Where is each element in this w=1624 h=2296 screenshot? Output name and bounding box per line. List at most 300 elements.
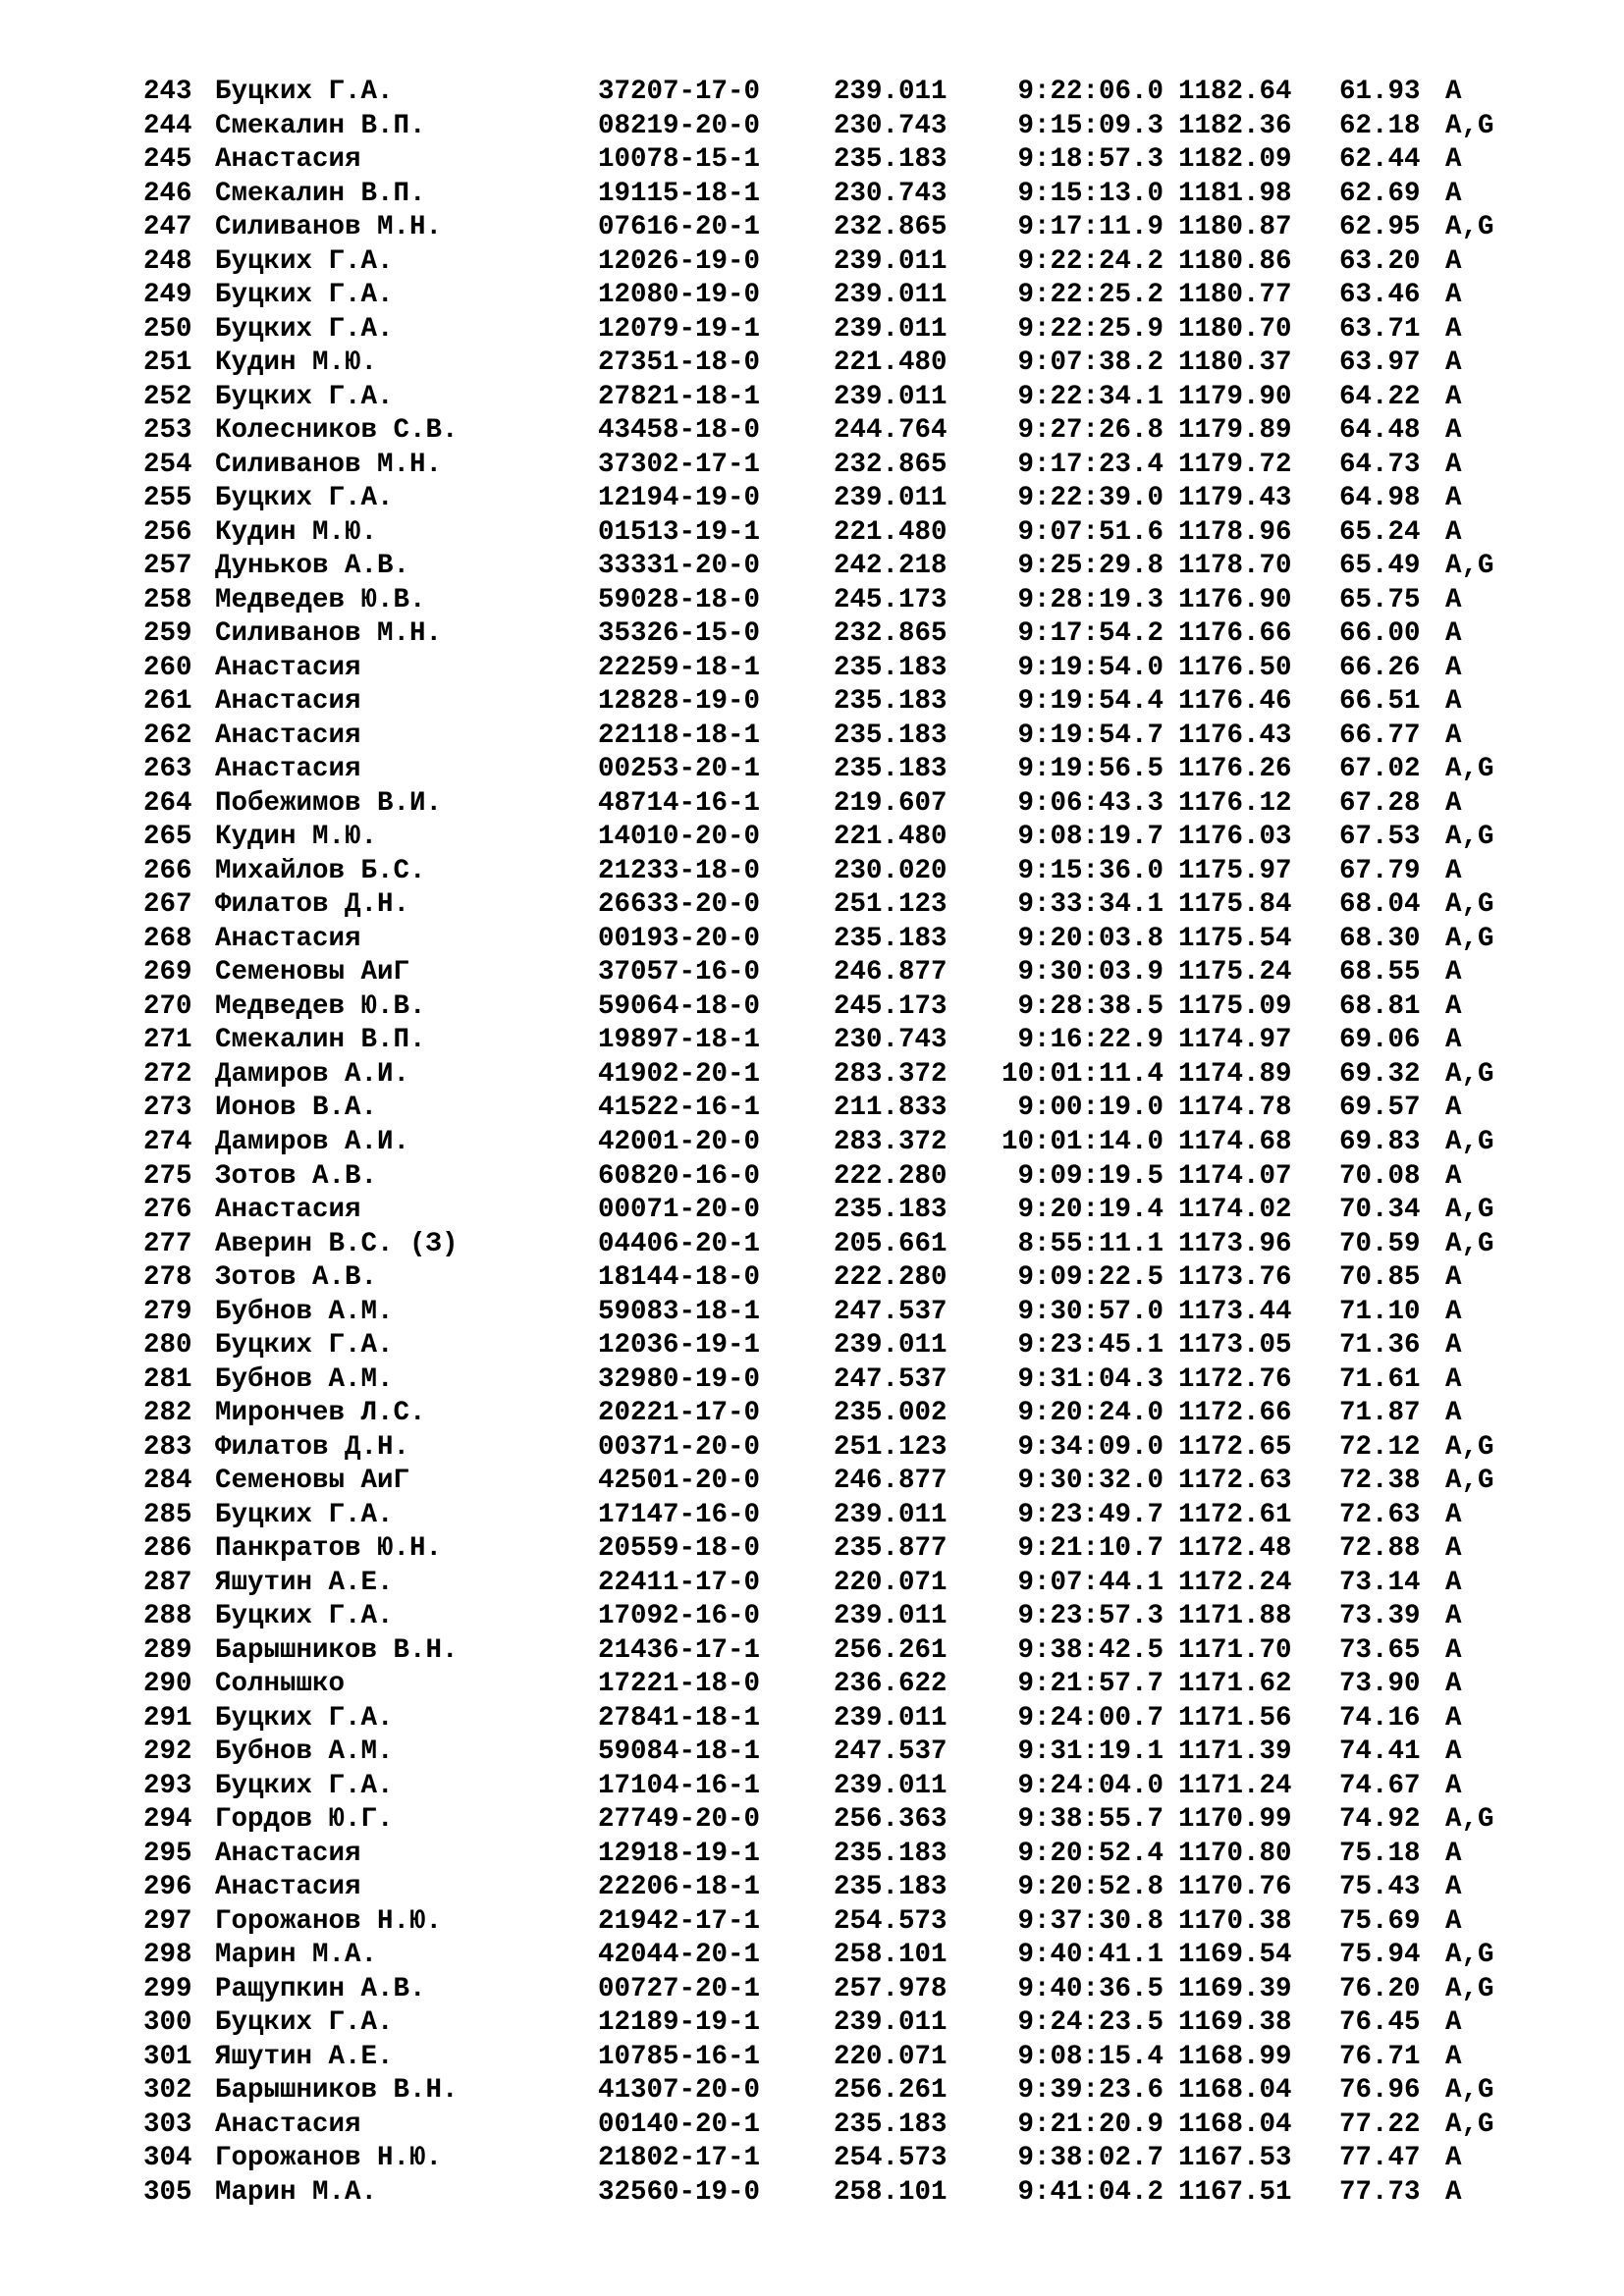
speed-cell: 1181.98 — [1178, 178, 1292, 209]
name-cell: Бубнов А.М. — [215, 1296, 394, 1327]
speed-cell: 1172.61 — [1178, 1499, 1292, 1530]
distance-cell: 254.573 — [834, 1905, 947, 1937]
speed-cell: 1175.84 — [1178, 889, 1292, 921]
coefficient-cell: 69.06 — [1339, 1025, 1421, 1056]
speed-cell: 1168.04 — [1178, 2109, 1292, 2140]
distance-cell: 235.183 — [834, 923, 947, 954]
ring-number-cell: 27351-18-0 — [598, 347, 761, 379]
name-cell: Яшутин А.Е. — [215, 2041, 394, 2072]
arrival-time-cell: 9:22:25.9 — [1017, 313, 1164, 345]
coefficient-cell: 67.28 — [1339, 787, 1421, 819]
distance-cell: 247.537 — [834, 1736, 947, 1768]
place-cell: 301 — [143, 2041, 192, 2072]
speed-cell: 1170.80 — [1178, 1838, 1292, 1869]
coefficient-cell: 70.08 — [1339, 1160, 1421, 1192]
distance-cell: 246.877 — [834, 1466, 947, 1497]
arrival-time-cell: 9:31:19.1 — [1017, 1736, 1164, 1768]
name-cell: Зотов А.В. — [215, 1262, 378, 1294]
distance-cell: 251.123 — [834, 889, 947, 921]
flags-cell: A — [1445, 652, 1462, 683]
coefficient-cell: 76.20 — [1339, 1973, 1421, 2004]
coefficient-cell: 72.38 — [1339, 1466, 1421, 1497]
arrival-time-cell: 9:23:57.3 — [1017, 1601, 1164, 1632]
arrival-time-cell: 9:31:04.3 — [1017, 1363, 1164, 1395]
arrival-time-cell: 9:33:34.1 — [1017, 889, 1164, 921]
arrival-time-cell: 9:07:44.1 — [1017, 1567, 1164, 1598]
flags-cell: A — [1445, 1702, 1462, 1734]
place-cell: 270 — [143, 990, 192, 1022]
coefficient-cell: 63.46 — [1339, 280, 1421, 311]
flags-cell: A — [1445, 245, 1462, 277]
ring-number-cell: 21233-18-0 — [598, 855, 761, 886]
arrival-time-cell: 9:19:54.7 — [1017, 720, 1164, 751]
distance-cell: 239.011 — [834, 1330, 947, 1362]
coefficient-cell: 74.16 — [1339, 1702, 1421, 1734]
flags-cell: A — [1445, 1093, 1462, 1124]
speed-cell: 1167.51 — [1178, 2176, 1292, 2208]
coefficient-cell: 76.96 — [1339, 2075, 1421, 2107]
arrival-time-cell: 9:20:03.8 — [1017, 923, 1164, 954]
flags-cell: A — [1445, 1634, 1462, 1666]
ring-number-cell: 07616-20-1 — [598, 212, 761, 243]
speed-cell: 1170.76 — [1178, 1872, 1292, 1903]
distance-cell: 283.372 — [834, 1126, 947, 1157]
ring-number-cell: 37302-17-1 — [598, 449, 761, 480]
coefficient-cell: 66.51 — [1339, 686, 1421, 718]
ring-number-cell: 22411-17-0 — [598, 1567, 761, 1598]
ring-number-cell: 12828-19-0 — [598, 686, 761, 718]
coefficient-cell: 76.71 — [1339, 2041, 1421, 2072]
flags-cell: A,G — [1445, 110, 1494, 141]
distance-cell: 245.173 — [834, 584, 947, 615]
distance-cell: 239.011 — [834, 1770, 947, 1801]
flags-cell: A,G — [1445, 2075, 1494, 2107]
place-cell: 267 — [143, 889, 192, 921]
place-cell: 302 — [143, 2075, 192, 2107]
place-cell: 273 — [143, 1093, 192, 1124]
name-cell: Силиванов М.Н. — [215, 212, 443, 243]
flags-cell: A,G — [1445, 923, 1494, 954]
name-cell: Медведев Ю.В. — [215, 990, 426, 1022]
coefficient-cell: 61.93 — [1339, 77, 1421, 107]
name-cell: Буцких Г.А. — [215, 1770, 394, 1801]
place-cell: 293 — [143, 1770, 192, 1801]
place-cell: 276 — [143, 1195, 192, 1226]
coefficient-cell: 64.73 — [1339, 449, 1421, 480]
ring-number-cell: 00727-20-1 — [598, 1973, 761, 2004]
name-cell: Буцких Г.А. — [215, 2007, 394, 2039]
name-cell: Мирончев Л.С. — [215, 1398, 426, 1429]
arrival-time-cell: 9:16:22.9 — [1017, 1025, 1164, 1056]
speed-cell: 1169.39 — [1178, 1973, 1292, 2004]
speed-cell: 1173.96 — [1178, 1228, 1292, 1259]
speed-cell: 1174.02 — [1178, 1195, 1292, 1226]
name-cell: Аверин В.С. (З) — [215, 1228, 459, 1259]
flags-cell: A — [1445, 1025, 1462, 1056]
place-cell: 259 — [143, 618, 192, 650]
arrival-time-cell: 9:22:24.2 — [1017, 245, 1164, 277]
arrival-time-cell: 9:17:23.4 — [1017, 449, 1164, 480]
speed-cell: 1176.46 — [1178, 686, 1292, 718]
arrival-time-cell: 9:20:52.4 — [1017, 1838, 1164, 1869]
arrival-time-cell: 9:09:19.5 — [1017, 1160, 1164, 1192]
distance-cell: 211.833 — [834, 1093, 947, 1124]
coefficient-cell: 72.12 — [1339, 1431, 1421, 1463]
coefficient-cell: 76.45 — [1339, 2007, 1421, 2039]
speed-cell: 1179.43 — [1178, 483, 1292, 514]
coefficient-cell: 70.34 — [1339, 1195, 1421, 1226]
distance-cell: 232.865 — [834, 449, 947, 480]
name-cell: Анастасия — [215, 652, 361, 683]
name-cell: Солнышко — [215, 1669, 346, 1700]
flags-cell: A — [1445, 720, 1462, 751]
distance-cell: 235.183 — [834, 686, 947, 718]
flags-cell: A,G — [1445, 551, 1494, 582]
distance-cell: 220.071 — [834, 2041, 947, 2072]
coefficient-cell: 70.85 — [1339, 1262, 1421, 1294]
ring-number-cell: 59028-18-0 — [598, 584, 761, 615]
coefficient-cell: 77.47 — [1339, 2143, 1421, 2174]
name-cell: Анастасия — [215, 1872, 361, 1903]
distance-cell: 239.011 — [834, 77, 947, 107]
ring-number-cell: 12194-19-0 — [598, 483, 761, 514]
ring-number-cell: 17092-16-0 — [598, 1601, 761, 1632]
coefficient-cell: 72.63 — [1339, 1499, 1421, 1530]
flags-cell: A — [1445, 1669, 1462, 1700]
place-cell: 305 — [143, 2176, 192, 2208]
speed-cell: 1174.97 — [1178, 1025, 1292, 1056]
speed-cell: 1174.68 — [1178, 1126, 1292, 1157]
flags-cell: A — [1445, 1363, 1462, 1395]
coefficient-cell: 71.10 — [1339, 1296, 1421, 1327]
coefficient-cell: 68.04 — [1339, 889, 1421, 921]
ring-number-cell: 27841-18-1 — [598, 1702, 761, 1734]
flags-cell: A,G — [1445, 1126, 1494, 1157]
place-cell: 245 — [143, 144, 192, 176]
place-cell: 258 — [143, 584, 192, 615]
ring-number-cell: 33331-20-0 — [598, 551, 761, 582]
speed-cell: 1175.09 — [1178, 990, 1292, 1022]
ring-number-cell: 01513-19-1 — [598, 516, 761, 548]
ring-number-cell: 17147-16-0 — [598, 1499, 761, 1530]
coefficient-cell: 64.98 — [1339, 483, 1421, 514]
arrival-time-cell: 9:34:09.0 — [1017, 1431, 1164, 1463]
flags-cell: A,G — [1445, 1466, 1494, 1497]
arrival-time-cell: 9:19:54.0 — [1017, 652, 1164, 683]
distance-cell: 283.372 — [834, 1058, 947, 1090]
name-cell: Буцких Г.А. — [215, 77, 394, 107]
place-cell: 268 — [143, 923, 192, 954]
arrival-time-cell: 9:30:57.0 — [1017, 1296, 1164, 1327]
coefficient-cell: 65.75 — [1339, 584, 1421, 615]
coefficient-cell: 64.22 — [1339, 381, 1421, 412]
ring-number-cell: 42044-20-1 — [598, 1940, 761, 1971]
name-cell: Буцких Г.А. — [215, 245, 394, 277]
speed-cell: 1176.50 — [1178, 652, 1292, 683]
name-cell: Горожанов Н.Ю. — [215, 2143, 443, 2174]
distance-cell: 220.071 — [834, 1567, 947, 1598]
name-cell: Ращупкин А.В. — [215, 1973, 426, 2004]
name-cell: Филатов Д.Н. — [215, 889, 410, 921]
ring-number-cell: 00140-20-1 — [598, 2109, 761, 2140]
coefficient-cell: 63.20 — [1339, 245, 1421, 277]
place-cell: 303 — [143, 2109, 192, 2140]
speed-cell: 1180.70 — [1178, 313, 1292, 345]
speed-cell: 1180.87 — [1178, 212, 1292, 243]
place-cell: 255 — [143, 483, 192, 514]
arrival-time-cell: 9:24:00.7 — [1017, 1702, 1164, 1734]
speed-cell: 1175.54 — [1178, 923, 1292, 954]
flags-cell: A — [1445, 77, 1462, 107]
distance-cell: 251.123 — [834, 1431, 947, 1463]
name-cell: Панкратов Ю.Н. — [215, 1533, 443, 1565]
ring-number-cell: 21942-17-1 — [598, 1905, 761, 1937]
speed-cell: 1178.70 — [1178, 551, 1292, 582]
distance-cell: 239.011 — [834, 483, 947, 514]
name-cell: Медведев Ю.В. — [215, 584, 426, 615]
arrival-time-cell: 9:08:19.7 — [1017, 822, 1164, 853]
speed-cell: 1174.07 — [1178, 1160, 1292, 1192]
distance-cell: 205.661 — [834, 1228, 947, 1259]
flags-cell: A — [1445, 2176, 1462, 2208]
arrival-time-cell: 9:08:15.4 — [1017, 2041, 1164, 2072]
ring-number-cell: 26633-20-0 — [598, 889, 761, 921]
name-cell: Смекалин В.П. — [215, 110, 426, 141]
name-cell: Смекалин В.П. — [215, 1025, 426, 1056]
arrival-time-cell: 9:38:42.5 — [1017, 1634, 1164, 1666]
distance-cell: 239.011 — [834, 1702, 947, 1734]
coefficient-cell: 71.87 — [1339, 1398, 1421, 1429]
ring-number-cell: 21436-17-1 — [598, 1634, 761, 1666]
name-cell: Яшутин А.Е. — [215, 1567, 394, 1598]
place-cell: 247 — [143, 212, 192, 243]
place-cell: 296 — [143, 1872, 192, 1903]
distance-cell: 230.020 — [834, 855, 947, 886]
coefficient-cell: 69.32 — [1339, 1058, 1421, 1090]
arrival-time-cell: 9:07:38.2 — [1017, 347, 1164, 379]
speed-cell: 1176.66 — [1178, 618, 1292, 650]
place-cell: 261 — [143, 686, 192, 718]
arrival-time-cell: 9:22:25.2 — [1017, 280, 1164, 311]
place-cell: 299 — [143, 1973, 192, 2004]
distance-cell: 221.480 — [834, 822, 947, 853]
speed-cell: 1176.03 — [1178, 822, 1292, 853]
speed-cell: 1171.70 — [1178, 1634, 1292, 1666]
distance-cell: 256.261 — [834, 1634, 947, 1666]
speed-cell: 1171.24 — [1178, 1770, 1292, 1801]
place-cell: 260 — [143, 652, 192, 683]
speed-cell: 1172.63 — [1178, 1466, 1292, 1497]
ring-number-cell: 22118-18-1 — [598, 720, 761, 751]
distance-cell: 254.573 — [834, 2143, 947, 2174]
speed-cell: 1168.99 — [1178, 2041, 1292, 2072]
flags-cell: A,G — [1445, 1431, 1494, 1463]
name-cell: Дуньков А.В. — [215, 551, 410, 582]
place-cell: 272 — [143, 1058, 192, 1090]
name-cell: Анастасия — [215, 2109, 361, 2140]
flags-cell: A — [1445, 1330, 1462, 1362]
name-cell: Побежимов В.И. — [215, 787, 443, 819]
ring-number-cell: 20559-18-0 — [598, 1533, 761, 1565]
speed-cell: 1172.66 — [1178, 1398, 1292, 1429]
coefficient-cell: 75.18 — [1339, 1838, 1421, 1869]
place-cell: 253 — [143, 415, 192, 447]
flags-cell: A — [1445, 1533, 1462, 1565]
place-cell: 274 — [143, 1126, 192, 1157]
place-cell: 249 — [143, 280, 192, 311]
arrival-time-cell: 9:21:20.9 — [1017, 2109, 1164, 2140]
ring-number-cell: 00193-20-0 — [598, 923, 761, 954]
flags-cell: A — [1445, 990, 1462, 1022]
name-cell: Буцких Г.А. — [215, 1702, 394, 1734]
distance-cell: 246.877 — [834, 957, 947, 988]
speed-cell: 1176.43 — [1178, 720, 1292, 751]
speed-cell: 1176.90 — [1178, 584, 1292, 615]
place-cell: 280 — [143, 1330, 192, 1362]
coefficient-cell: 63.71 — [1339, 313, 1421, 345]
place-cell: 244 — [143, 110, 192, 141]
ring-number-cell: 59084-18-1 — [598, 1736, 761, 1768]
flags-cell: A,G — [1445, 754, 1494, 785]
distance-cell: 244.764 — [834, 415, 947, 447]
ring-number-cell: 42501-20-0 — [598, 1466, 761, 1497]
flags-cell: A — [1445, 144, 1462, 176]
ring-number-cell: 41307-20-0 — [598, 2075, 761, 2107]
coefficient-cell: 68.81 — [1339, 990, 1421, 1022]
name-cell: Анастасия — [215, 754, 361, 785]
speed-cell: 1172.48 — [1178, 1533, 1292, 1565]
flags-cell: A — [1445, 1499, 1462, 1530]
ring-number-cell: 32560-19-0 — [598, 2176, 761, 2208]
place-cell: 243 — [143, 77, 192, 107]
flags-cell: A — [1445, 1770, 1462, 1801]
flags-cell: A — [1445, 381, 1462, 412]
name-cell: Анастасия — [215, 720, 361, 751]
coefficient-cell: 62.18 — [1339, 110, 1421, 141]
ring-number-cell: 42001-20-0 — [598, 1126, 761, 1157]
flags-cell: A — [1445, 618, 1462, 650]
name-cell: Буцких Г.А. — [215, 313, 394, 345]
distance-cell: 239.011 — [834, 1499, 947, 1530]
ring-number-cell: 41902-20-1 — [598, 1058, 761, 1090]
flags-cell: A — [1445, 313, 1462, 345]
distance-cell: 235.183 — [834, 2109, 947, 2140]
ring-number-cell: 22206-18-1 — [598, 1872, 761, 1903]
arrival-time-cell: 9:30:32.0 — [1017, 1466, 1164, 1497]
coefficient-cell: 67.02 — [1339, 754, 1421, 785]
name-cell: Семеновы АиГ — [215, 1466, 410, 1497]
place-cell: 250 — [143, 313, 192, 345]
name-cell: Михайлов Б.С. — [215, 855, 426, 886]
place-cell: 279 — [143, 1296, 192, 1327]
ring-number-cell: 43458-18-0 — [598, 415, 761, 447]
arrival-time-cell: 9:24:04.0 — [1017, 1770, 1164, 1801]
arrival-time-cell: 9:25:29.8 — [1017, 551, 1164, 582]
coefficient-cell: 69.83 — [1339, 1126, 1421, 1157]
ring-number-cell: 00253-20-1 — [598, 754, 761, 785]
place-cell: 277 — [143, 1228, 192, 1259]
coefficient-cell: 71.36 — [1339, 1330, 1421, 1362]
flags-cell: A — [1445, 584, 1462, 615]
distance-cell: 230.743 — [834, 1025, 947, 1056]
arrival-time-cell: 9:21:10.7 — [1017, 1533, 1164, 1565]
flags-cell: A — [1445, 1872, 1462, 1903]
arrival-time-cell: 9:38:02.7 — [1017, 2143, 1164, 2174]
coefficient-cell: 77.22 — [1339, 2109, 1421, 2140]
flags-cell: A — [1445, 1905, 1462, 1937]
ring-number-cell: 19115-18-1 — [598, 178, 761, 209]
coefficient-cell: 66.26 — [1339, 652, 1421, 683]
place-cell: 256 — [143, 516, 192, 548]
flags-cell: A — [1445, 178, 1462, 209]
place-cell: 291 — [143, 1702, 192, 1734]
distance-cell: 235.877 — [834, 1533, 947, 1565]
flags-cell: A,G — [1445, 1195, 1494, 1226]
place-cell: 262 — [143, 720, 192, 751]
name-cell: Анастасия — [215, 1195, 361, 1226]
distance-cell: 232.865 — [834, 618, 947, 650]
name-cell: Анастасия — [215, 686, 361, 718]
name-cell: Буцких Г.А. — [215, 280, 394, 311]
arrival-time-cell: 9:19:56.5 — [1017, 754, 1164, 785]
distance-cell: 236.622 — [834, 1669, 947, 1700]
name-cell: Буцких Г.А. — [215, 381, 394, 412]
distance-cell: 258.101 — [834, 1940, 947, 1971]
place-cell: 257 — [143, 551, 192, 582]
arrival-time-cell: 9:23:45.1 — [1017, 1330, 1164, 1362]
speed-cell: 1174.78 — [1178, 1093, 1292, 1124]
ring-number-cell: 10785-16-1 — [598, 2041, 761, 2072]
flags-cell: A,G — [1445, 1804, 1494, 1836]
arrival-time-cell: 9:15:09.3 — [1017, 110, 1164, 141]
place-cell: 286 — [143, 1533, 192, 1565]
place-cell: 246 — [143, 178, 192, 209]
name-cell: Дамиров А.И. — [215, 1058, 410, 1090]
coefficient-cell: 66.77 — [1339, 720, 1421, 751]
distance-cell: 235.183 — [834, 754, 947, 785]
flags-cell: A — [1445, 787, 1462, 819]
flags-cell: A — [1445, 2007, 1462, 2039]
distance-cell: 235.183 — [834, 1838, 947, 1869]
flags-cell: A — [1445, 1398, 1462, 1429]
place-cell: 288 — [143, 1601, 192, 1632]
name-cell: Семеновы АиГ — [215, 957, 410, 988]
place-cell: 248 — [143, 245, 192, 277]
arrival-time-cell: 10:01:11.4 — [1001, 1058, 1164, 1090]
distance-cell: 239.011 — [834, 1601, 947, 1632]
arrival-time-cell: 9:17:11.9 — [1017, 212, 1164, 243]
distance-cell: 245.173 — [834, 990, 947, 1022]
ring-number-cell: 60820-16-0 — [598, 1160, 761, 1192]
coefficient-cell: 66.00 — [1339, 618, 1421, 650]
ring-number-cell: 12036-19-1 — [598, 1330, 761, 1362]
arrival-time-cell: 9:07:51.6 — [1017, 516, 1164, 548]
ring-number-cell: 41522-16-1 — [598, 1093, 761, 1124]
coefficient-cell: 73.14 — [1339, 1567, 1421, 1598]
speed-cell: 1174.89 — [1178, 1058, 1292, 1090]
ring-number-cell: 00371-20-0 — [598, 1431, 761, 1463]
speed-cell: 1173.44 — [1178, 1296, 1292, 1327]
name-cell: Бубнов А.М. — [215, 1363, 394, 1395]
place-cell: 251 — [143, 347, 192, 379]
arrival-time-cell: 9:28:38.5 — [1017, 990, 1164, 1022]
speed-cell: 1172.76 — [1178, 1363, 1292, 1395]
speed-cell: 1171.62 — [1178, 1669, 1292, 1700]
name-cell: Дамиров А.И. — [215, 1126, 410, 1157]
name-cell: Буцких Г.А. — [215, 1330, 394, 1362]
ring-number-cell: 00071-20-0 — [598, 1195, 761, 1226]
name-cell: Анастасия — [215, 144, 361, 176]
